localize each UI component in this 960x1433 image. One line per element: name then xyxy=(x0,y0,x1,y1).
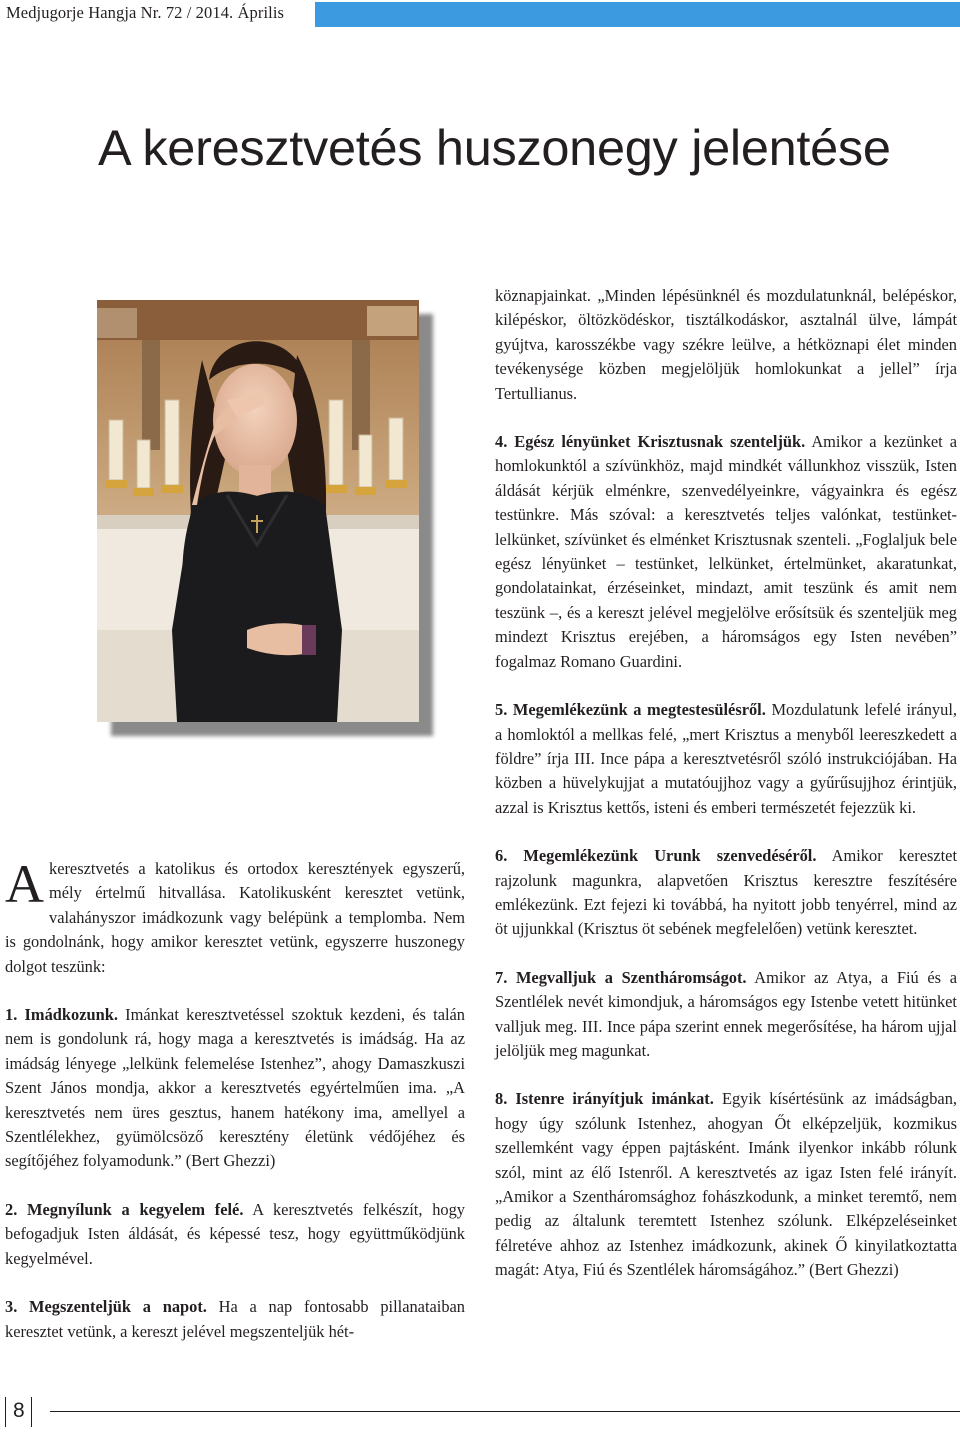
point-8-heading: 8. Istenre irányítjuk imánkat. xyxy=(495,1089,714,1109)
point-1-body: Imánkat keresztvetéssel szoktuk kezdeni, és talán nem is gondolunk rá, hogy maga a keresztvetés is imádság. Ha az imádság lényege „lelkünk felemelése Istenhez”, ahogy Damaszkuszi Szent János mondja, akkor a keresztvetés egyértelműen ima. „A keresztvetés nem üres gesztus, hanem hatékony ima, amellyel a Szentlélekhez, gyümölcsöző keresztény életünk védőjéhez és segítőjéhez folyamodunk.” (Bert Ghezzi) xyxy=(5,1005,465,1171)
page-number-box xyxy=(5,1397,31,1433)
point-2 xyxy=(5,1198,465,1271)
header-accent-bar xyxy=(315,2,960,27)
point-3-body: Ha a nap fontosabb pillanataiban keresztet vetünk, a kereszt jelével megszenteljük hét- xyxy=(5,1297,465,1341)
article-title: A keresztvetés huszonegy jelentése xyxy=(98,119,891,176)
point-1 xyxy=(5,1003,465,1174)
point-4-heading: 4. Egész lényünket Krisztusnak szenteljük. xyxy=(495,432,806,452)
point-5 xyxy=(495,698,957,820)
point-3-continued: köznapjainkat. „Minden lépésünknél és mozdulatunknál, belépéskor, kilépéskor, öltözködéskor, tisztálkodáskor, asztalnál ülve, lámpát gyújtva, karosszékbe vagy székre leülve, a hétköznapi élet minden tevékenysége közben megjelöljük homlokunkat a jellel” írja Tertullianus. xyxy=(495,286,957,403)
point-3-heading: 3. Megszenteljük a napot. xyxy=(5,1297,207,1317)
intro-paragraph xyxy=(5,854,465,979)
point-8 xyxy=(495,1087,957,1282)
point-7-body: Amikor az Atya, a Fiú és a Szentlélek nevét kimondjuk, a háromságos egy Istenbe vetett hitünket valljuk meg. III. Ince pápa szerint ennek megerősítése, ha három ujjal jelöljük meg magunkat. xyxy=(495,967,957,1060)
point-4-body: Amikor a kezünket a homlokunktól a szívünkhöz, majd mindkét vállunkhoz visszük, Isten áldását kérjük elménkre, szenvedélyeinkre, vágyainkra és egész testünkre. Más szóval: a keresztvetés teljes valónkat, testünket-lelkünket, szívünket és elménket Krisztusnak szenteli. „Foglaljuk bele egész lényünket – testünket, lelkünket, értelmünket, akaratunkat, gondolatainkat, érzéseinket, mindazt, amit teszünk és amit nem teszünk –, és a kereszt jelével megjelölve erősítsük és szenteljük meg mindezt Krisztus erejében, a háromságos egy Isten nevében” fogalmaz Romano Guardini. xyxy=(495,432,957,671)
left-column xyxy=(5,854,465,1344)
point-6 xyxy=(495,844,957,942)
dropcap: A xyxy=(5,854,44,914)
point-8-body: Egyik kísértésünk az imádságban, hogy úgy szólunk Istenhez, ahogyan Őt elképzeljük, kozmikus szellemként vagy éppen pajtásként. Imánk ilyenkor inkább rólunk szól, mint az élő Istenről. A keresztvetés az igaz Isten felé irányít. „Amikor a Szentháromsághoz fohászkodunk, a minket teremtő, nem pedig az általunk teremtett Istenhez szólunk. Elképzeléseinket félretéve ahhoz az Istenhez imádkozunk, akinek Ő kinyilatkoztatta magát: Atya, Fiú és Szentlélek háromságához.” (Bert Ghezzi) xyxy=(495,1089,957,1280)
page-number-right-bar xyxy=(31,1397,32,1427)
page-number: 8 xyxy=(13,1399,25,1422)
point-5-heading: 5. Megemlékezünk a megtestesülésről. xyxy=(495,700,766,720)
running-header xyxy=(0,0,960,30)
point-7-heading: 7. Megvalljuk a Szentháromságot. xyxy=(495,967,747,987)
point-1-heading: 1. Imádkozunk. xyxy=(5,1005,118,1025)
photo-woman-making-sign-of-cross xyxy=(97,300,419,722)
point-5-body: Mozdulatunk lefelé irányul, a homloktól a mellkas felé, „mert Krisztus a menyből leereszkedett a földre” írja III. Ince pápa a keresztvetésről szóló instrukciójában. Ha közben a hüvelykujjat a mutatóujjhoz vagy a gyűrűsujjhoz érintjük, azzal is Krisztus kettős, isteni és emberi természetét fejezzük ki. xyxy=(495,700,957,817)
point-2-body: A keresztvetés felkészít, hogy befogadjuk Isten áldását, és képessé tesz, hogy együttműködjünk kegyelmével. xyxy=(5,1199,465,1268)
header-text: Medjugorje Hangja Nr. 72 / 2014. Április xyxy=(6,3,285,22)
point-2-heading: 2. Megnyílunk a kegyelem felé. xyxy=(5,1199,244,1219)
right-column xyxy=(495,284,957,1283)
photo-illustration xyxy=(97,300,419,722)
intro-text: keresztvetés a katolikus és ortodox keresztények egyszerű, mély értelmű hitvallása. Katolikusként keresztet vetünk, valahányszor imádkozunk vagy belépünk a templomba. Nem is gondolnánk, hogy amikor keresztet vetünk, egyszerre huszonegy dolgot teszünk: xyxy=(5,859,465,976)
point-4 xyxy=(495,430,957,674)
footer-rule xyxy=(50,1411,960,1412)
point-6-body: Amikor keresztet rajzolunk magunkra, alapvetően Krisztus keresztre feszítésére emlékezünk. Ezt fejezi ki továbbá, ha nyitott jobb tenyérrel, mind az öt ujjunkkal (Krisztus öt sebének megfelelően) vetünk keresztet. xyxy=(495,846,957,939)
point-7 xyxy=(495,966,957,1064)
point-6-heading: 6. Megemlékezünk Urunk szenvedéséről. xyxy=(495,846,817,866)
page-number-left-bar xyxy=(5,1397,6,1427)
point-3 xyxy=(5,1295,465,1344)
